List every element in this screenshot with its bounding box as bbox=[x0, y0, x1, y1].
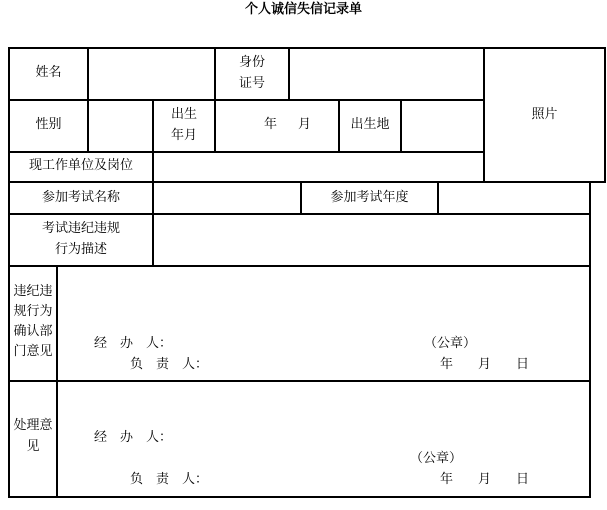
handling-responsible-label: 负 责 人： bbox=[130, 472, 209, 487]
confirm-label-line2: 规行为 bbox=[13, 304, 53, 319]
birthplace-field[interactable] bbox=[402, 101, 483, 151]
confirm-year-unit: 年 bbox=[440, 357, 454, 372]
confirm-handler-label: 经 办 人： bbox=[94, 336, 173, 351]
exam-year-field[interactable] bbox=[439, 183, 589, 213]
birth-label-line1: 出生 bbox=[170, 107, 197, 122]
exam-name-label: 参加考试名称 bbox=[41, 190, 120, 205]
id-label-line2: 证号 bbox=[238, 76, 265, 91]
handling-day-unit: 日 bbox=[516, 472, 530, 487]
work-unit-label: 现工作单位及岗位 bbox=[28, 158, 133, 173]
table-bottom-border bbox=[8, 496, 591, 498]
birth-label-line2: 年月 bbox=[170, 128, 197, 143]
table-right-border-upper bbox=[604, 47, 606, 183]
confirm-day-unit: 日 bbox=[516, 357, 530, 372]
confirm-label-line4: 门意见 bbox=[13, 344, 53, 359]
id-number-field[interactable] bbox=[290, 49, 483, 99]
work-unit-field[interactable] bbox=[154, 153, 483, 181]
name-field[interactable] bbox=[89, 49, 214, 99]
gender-field[interactable] bbox=[89, 101, 152, 151]
name-label: 姓名 bbox=[35, 65, 62, 80]
handling-year-unit: 年 bbox=[440, 472, 454, 487]
birth-year-unit: 年 bbox=[264, 117, 278, 132]
confirm-label-line3: 确认部 bbox=[13, 324, 53, 339]
handling-label-line2: 见 bbox=[26, 439, 40, 454]
violation-label-line1: 考试违纪违规 bbox=[41, 221, 120, 236]
exam-name-field[interactable] bbox=[154, 183, 300, 213]
violation-label-line2: 行为描述 bbox=[54, 242, 107, 257]
handling-month-unit: 月 bbox=[478, 472, 492, 487]
confirm-responsible-label: 负 责 人： bbox=[130, 357, 209, 372]
exam-year-label: 参加考试年度 bbox=[330, 190, 409, 205]
birth-month-unit: 月 bbox=[298, 117, 312, 132]
photo-label: 照片 bbox=[531, 107, 558, 122]
handling-seal-label: （公章） bbox=[410, 451, 463, 466]
violation-description-field[interactable] bbox=[154, 215, 589, 265]
confirm-month-unit: 月 bbox=[478, 357, 492, 372]
photo-field[interactable] bbox=[485, 49, 604, 181]
handling-label-line1: 处理意 bbox=[13, 418, 53, 433]
handling-handler-label: 经 办 人： bbox=[94, 430, 173, 445]
id-label-line1: 身份 bbox=[238, 55, 265, 70]
page-title: 个人诚信失信记录单 bbox=[244, 2, 362, 17]
confirm-label-line1: 违纪违 bbox=[13, 284, 53, 299]
table-right-border-lower bbox=[589, 181, 591, 498]
col-line bbox=[214, 99, 216, 153]
gender-label: 性别 bbox=[35, 117, 62, 132]
confirm-seal-label: （公章） bbox=[424, 336, 477, 351]
birthplace-label: 出生地 bbox=[350, 117, 390, 132]
